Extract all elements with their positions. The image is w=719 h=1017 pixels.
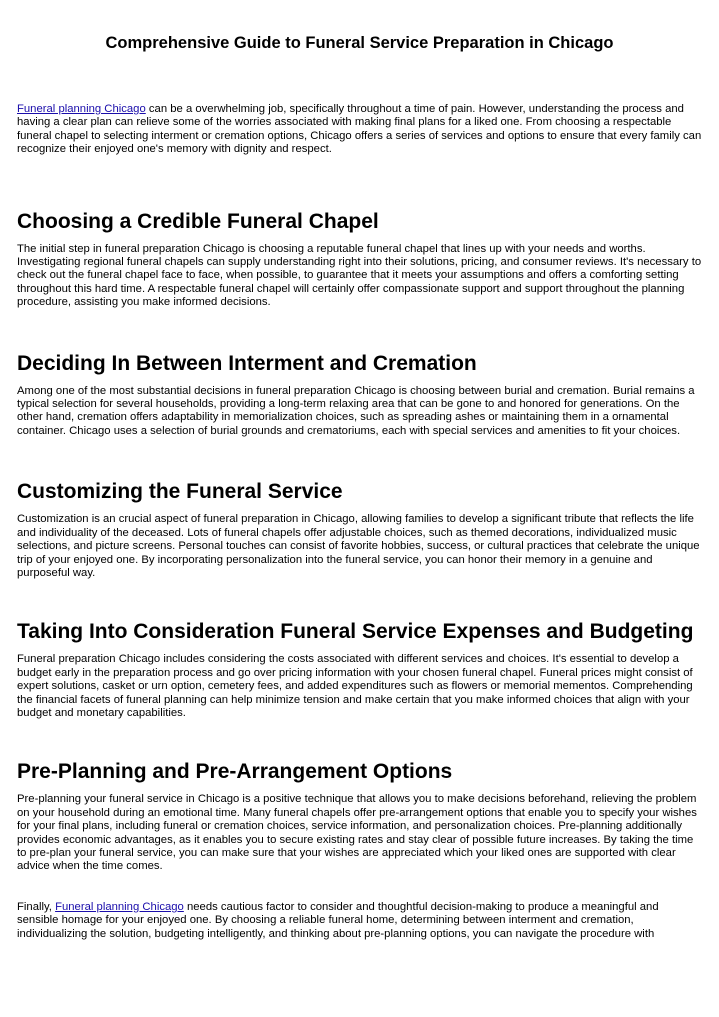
section-body-expenses: Funeral preparation Chicago includes considering the costs associated with different services and choices. It's essential to develop a budget early in the preparation process and go over pricing information with your chosen funeral chapel. Funeral prices might consist of expert solutions, casket or urn option, cemetery fees, and added expenditures such as flowers or memorial mementos. Comprehending the financial facets of funeral planning can help minimize tension and make certain that you make informed choices that align with your budget and monetary capabilities. xyxy=(17,653,693,719)
funeral-planning-link-intro[interactable]: Funeral planning Chicago xyxy=(17,103,146,115)
section-body-preplanning: Pre-planning your funeral service in Chicago is a positive technique that allows you to make decisions beforehand, relieving the problem on your household during an emotional time. Many funeral chapels offer pre-arrangement options that enable you to specify your wishes for your final plans, including funeral or cremation choices, service information, and personalization choices. Pre-planning additionally provides economic advantages, as it enables you to secure existing rates and stay clear of possible future increases. By taking the time to pre-plan your funeral service, you can make sure that your wishes are appreciated which your liked ones are supported with clear advice when the time comes. xyxy=(17,793,697,873)
section-heading-preplanning: Pre-Planning and Pre-Arrangement Options xyxy=(17,760,453,784)
section-body-deciding: Among one of the most substantial decisions in funeral preparation Chicago is choosing between burial and cremation. Burial remains a typical selection for several households, providing a long-term relaxing area that can be gone to and honored for generations. On the other hand, cremation offers adaptability in memorialization choices, such as spreading ashes or maintaining them in a ornamental container. Chicago uses a selection of burial grounds and crematoriums, each with special services and amenities to fit your choices. xyxy=(17,384,695,437)
funeral-planning-link-conclusion[interactable]: Funeral planning Chicago xyxy=(55,900,184,913)
conclusion-lead: Finally, xyxy=(17,900,56,913)
page-title: Comprehensive Guide to Funeral Service Preparation in Chicago xyxy=(105,34,614,52)
section-heading-choosing: Choosing a Credible Funeral Chapel xyxy=(17,209,379,233)
section-body-customizing: Customization is an crucial aspect of funeral preparation in Chicago, allowing families to develop a significant tribute that reflects the life and individuality of the deceased. Lots of funeral chapels offer adjustable choices, such as themed decorations, individualized music selections, and picture screens. Personal touches can consist of favorite hobbies, success, or cultural practices that celebrate the unique trip of your enjoyed one. By incorporating personalization into the funeral service, you can honor their memory in a genuine and purposeful way. xyxy=(17,513,700,579)
conclusion-paragraph xyxy=(17,901,702,941)
intro-text: can be a overwhelming job, specifically throughout a time of pain. However, understanding the process and having a clear plan can relieve some of the worries associated with making final plans for a liked one. From choosing a respectable funeral chapel to selecting interment or cremation options, Chicago offers a series of services and options to ensure that every family can recognize their enjoyed one's memory with dignity and respect. xyxy=(17,103,702,156)
intro-paragraph xyxy=(17,103,702,157)
section-heading-expenses: Taking Into Consideration Funeral Service Expenses and Budgeting xyxy=(17,620,694,644)
conclusion-text: needs cautious factor to consider and thoughtful decision-making to produce a meaningful and sensible homage for your enjoyed one. By choosing a reliable funeral home, determining between interment and cremation, individualizing the solution, budgeting intelligently, and thinking about pre-planning options, you can navigate the procedure with xyxy=(17,900,659,940)
section-heading-customizing: Customizing the Funeral Service xyxy=(17,480,343,504)
section-heading-deciding: Deciding In Between Interment and Cremation xyxy=(17,351,477,375)
section-body-choosing: The initial step in funeral preparation Chicago is choosing a reputable funeral chapel that lines up with your needs and worths. Investigating regional funeral chapels can supply understanding right into their solutions, pricing, and consumer reviews. It's necessary to check out the funeral chapel face to face, when possible, to guarantee that it meets your assumptions and offers a comforting setting throughout this hard time. A respectable funeral chapel will certainly offer compassionate support and support throughout the planning procedure, assisting you make informed decisions. xyxy=(17,242,702,309)
